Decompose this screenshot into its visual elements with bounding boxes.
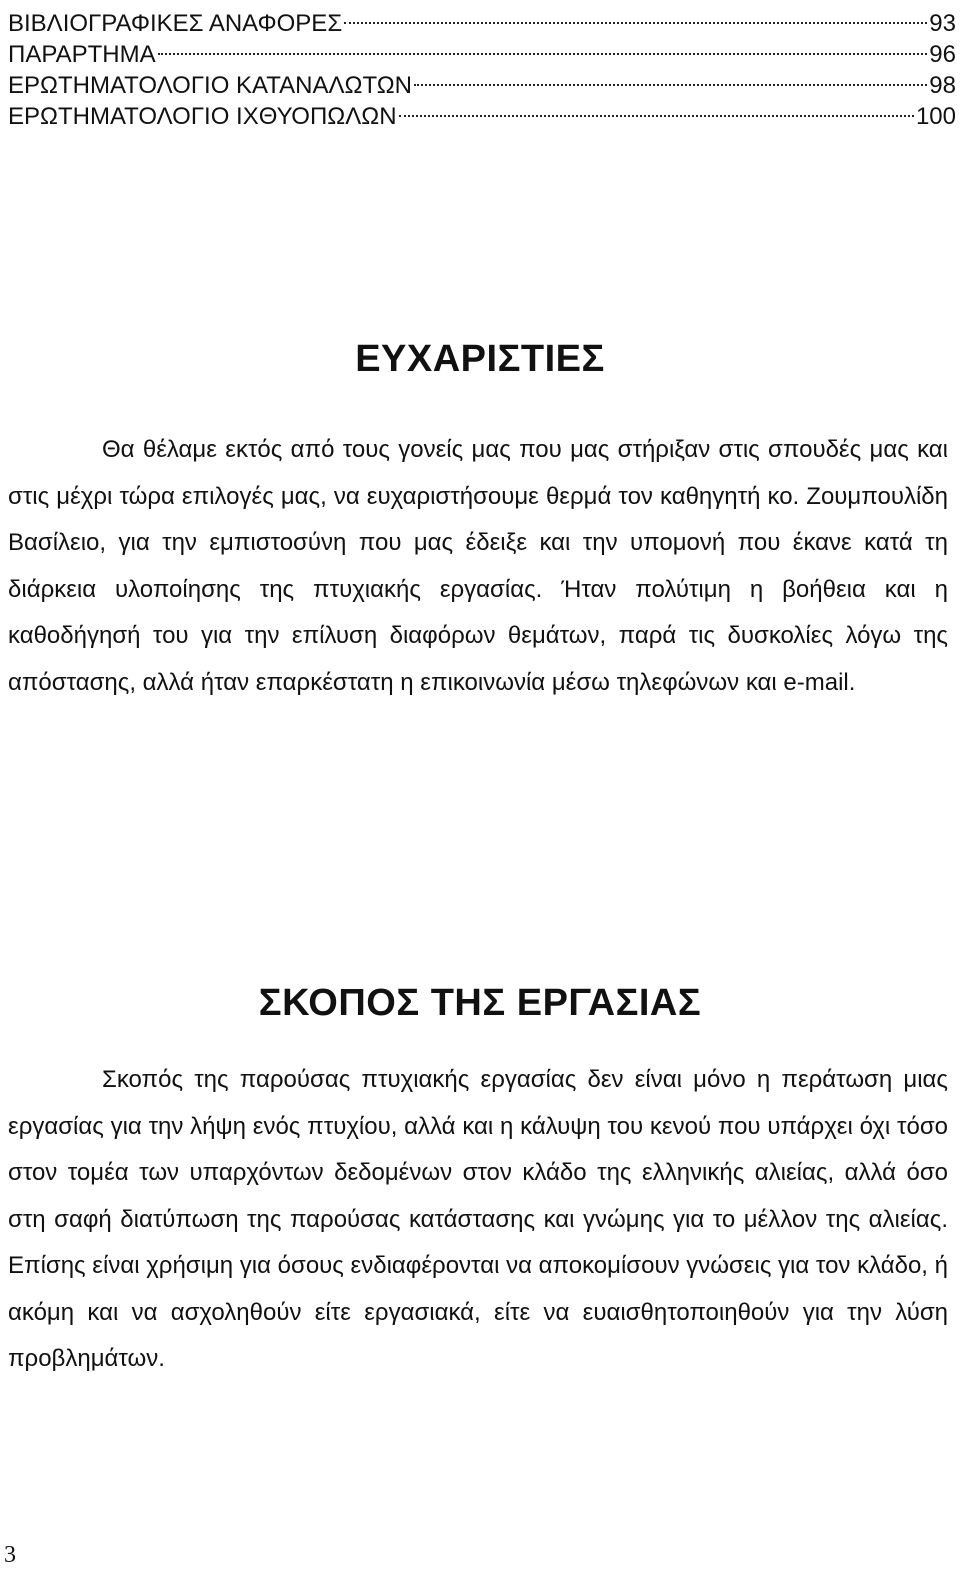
toc-entry-page: 96 (929, 41, 956, 68)
toc-dot-leader (342, 0, 929, 31)
purpose-text: Σκοπός της παρούσας πτυχιακής εργασίας δεν είναι μόνο η περάτωση μιας εργασίας για την λήψη ενός πτυχίου, αλλά και η κάλυψη του κενού που υπάρχει όχι τόσο στον τομέα των υπαρχόντων δεδομένων στον κλάδο της ελληνικής αλιείας, αλλά όσο στη σαφή διατύπωση της παρούσας κατάστασης και γνώμης για το μέλλον της αλιείας. Επίσης είναι χρήσιμη για όσους ενδιαφέρονται να αποκομίσουν γνώσεις για τον κλάδο, ή ακόμη και να ασχοληθούν είτε εργασιακά, είτε να ευαισθητοποιηθούν για την λύση προβλημάτων. (8, 1066, 948, 1372)
toc-entry-title: ΠΑΡΑΡΤΗΜΑ (8, 41, 156, 68)
toc-entry-title: ΕΡΩΤΗΜΑΤΟΛΟΓΙΟ ΚΑΤΑΝΑΛΩΤΩΝ (8, 72, 412, 99)
toc-entry-title: ΕΡΩΤΗΜΑΤΟΛΟΓΙΟ ΙΧΘΥΟΠΩΛΩΝ (8, 103, 397, 130)
toc-dot-leader (397, 93, 916, 124)
acknowledgements-paragraph (8, 427, 948, 706)
toc-entry-page: 93 (929, 10, 956, 37)
table-of-contents (8, 0, 956, 130)
acknowledgements-heading: ΕΥΧΑΡΙΣΤΙΕΣ (355, 337, 605, 380)
toc-entry-page: 100 (915, 103, 956, 130)
purpose-heading: ΣΚΟΠΟΣ ΤΗΣ ΕΡΓΑΣΙΑΣ (258, 981, 702, 1024)
toc-dot-leader (412, 62, 929, 93)
acknowledgements-text: Θα θέλαμε εκτός από τους γονείς μας που μας στήριξαν στις σπουδές μας και στις μέχρι τώρα επιλογές μας, να ευχαριστήσουμε θερμά τον καθηγητή κο. Ζουμπουλίδη Βασίλειο, για την εμπιστοσύνη που μας έδειξε και την υπομονή που έκανε κατά τη διάρκεια υλοποίησης της πτυχιακής εργασίας. Ήταν πολύτιμη η βοήθεια και η καθοδήγησή του για την επίλυση διαφόρων θεμάτων, παρά τις δυσκολίες λόγω της απόστασης, αλλά ήταν επαρκέστατη η επικοινωνία μέσω τηλεφώνων και e-mail. (8, 436, 948, 696)
toc-entry-title: ΒΙΒΛΙΟΓΡΑΦΙΚΕΣ ΑΝΑΦΟΡΕΣ (8, 10, 343, 37)
toc-entry (8, 0, 956, 37)
purpose-paragraph (8, 1057, 948, 1383)
toc-entry-page: 98 (929, 72, 956, 99)
page-number: 3 (4, 1542, 16, 1568)
toc-dot-leader (156, 31, 930, 62)
